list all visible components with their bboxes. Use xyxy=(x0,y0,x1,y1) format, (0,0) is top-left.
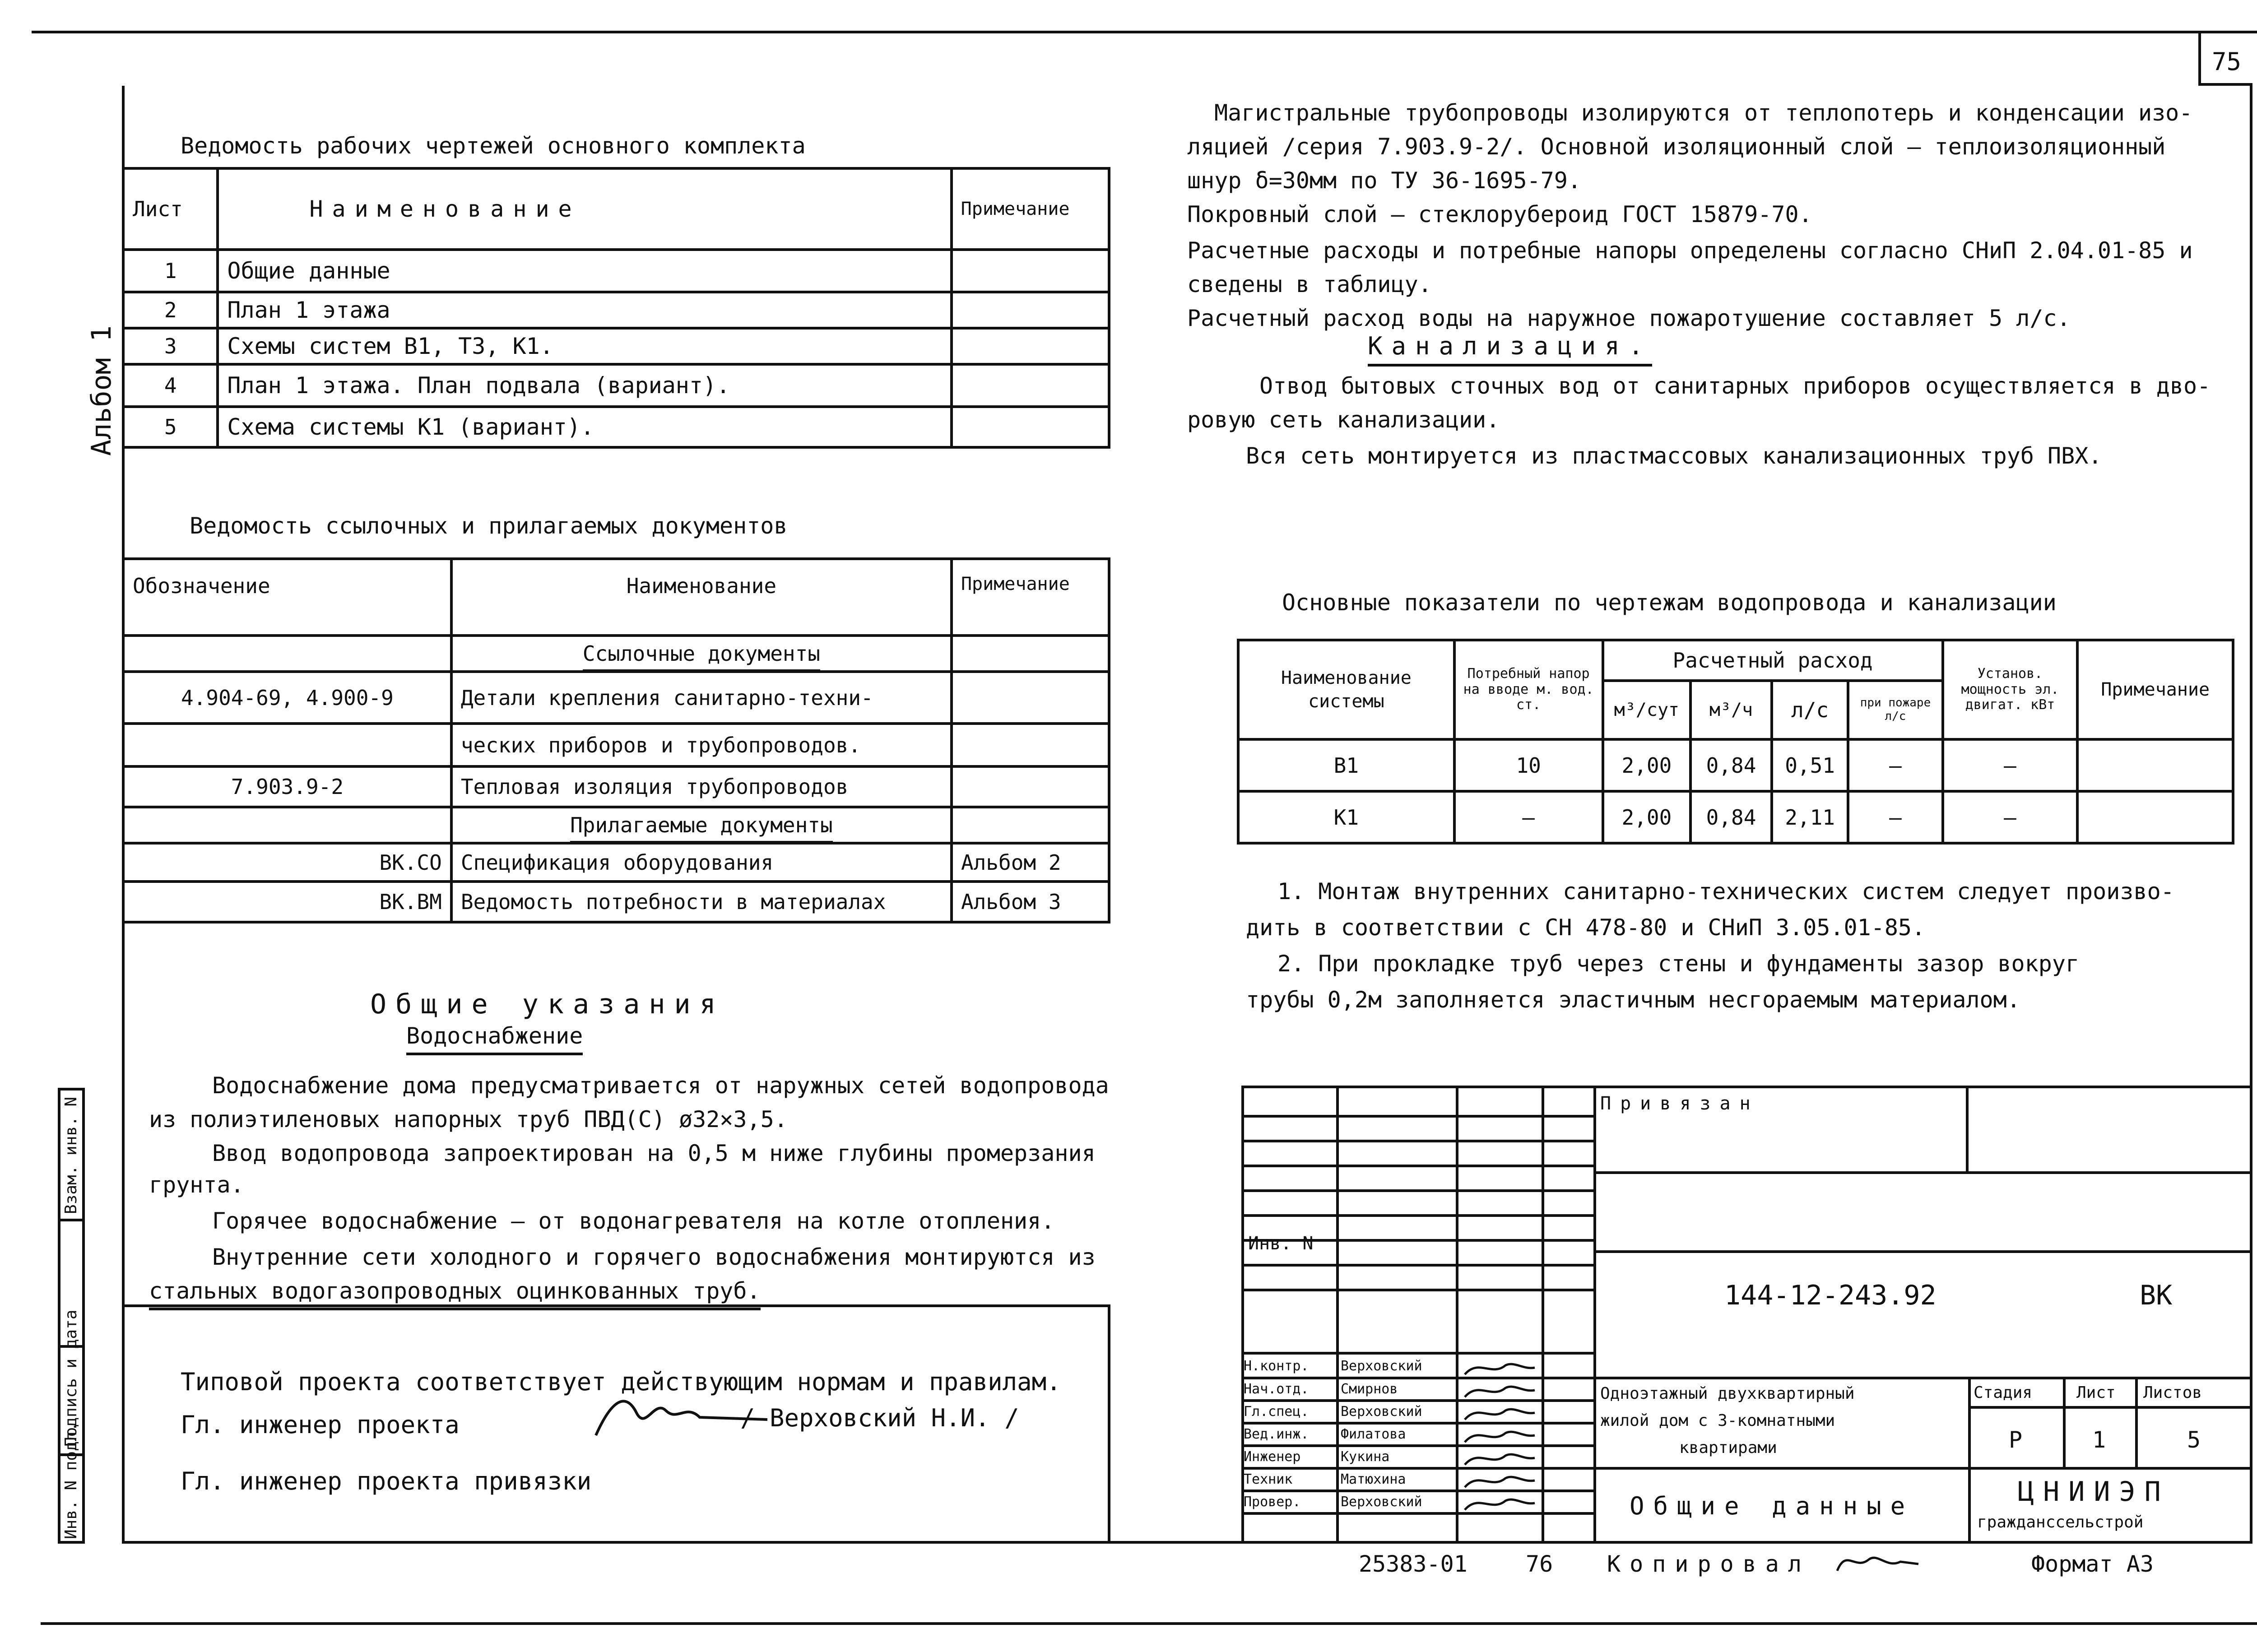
inv-label: Инв. N xyxy=(1248,1233,1314,1254)
role-name: Верховский xyxy=(1341,1404,1422,1420)
side-stamp-inv: Инв. N подл. xyxy=(62,1421,80,1539)
top-rule xyxy=(32,31,2257,33)
indicators-table xyxy=(1237,639,2234,845)
drawings-header-name: Наименование xyxy=(218,168,951,250)
signatures xyxy=(1460,1356,1539,1541)
bottom-left-code: 25383-01 xyxy=(1359,1551,1468,1577)
table-row: К1 — 2,00 0,84 2,11 — — xyxy=(1238,791,2233,843)
sheets-header: Листов xyxy=(2143,1383,2202,1402)
table-row: 7.903.9-2 Тепловая изоляция трубопроводов xyxy=(123,766,1109,807)
chief-engineer-label: Гл. инженер проекта xyxy=(181,1411,460,1439)
sheet-header: Лист xyxy=(2076,1383,2116,1402)
stage-value: Р xyxy=(2009,1427,2023,1453)
org-name: ЦНИИЭП xyxy=(2018,1476,2170,1508)
bottom-rule xyxy=(41,1622,2257,1625)
ind-header-note: Примечание xyxy=(2077,640,2233,739)
role-label: Нач.отд. xyxy=(1244,1381,1309,1397)
sheets-value: 5 xyxy=(2187,1427,2201,1453)
note-line-2: дить в соответствии с СН 478-80 и СНиП 3.05.01-85. xyxy=(1246,914,1926,941)
general-line-7: стальных водогазопроводных оцинкованных труб. xyxy=(149,1278,761,1310)
sheet-value: 1 xyxy=(2092,1427,2106,1453)
general-line-6: Внутренние сети холодного и горячего водоснабжения монтируются из xyxy=(212,1244,1096,1270)
role-name: Смирнов xyxy=(1341,1381,1398,1397)
references-header-code: Обозначение xyxy=(123,559,451,636)
table-row: ческих приборов и трубопроводов. xyxy=(123,724,1109,766)
right-line-4: Покровный слой – стеклорубероид ГОСТ 15879-70. xyxy=(1187,201,1812,227)
table-row: Прилагаемые документы xyxy=(123,807,1109,843)
sewer-line-3: Вся сеть монтируется из пластмассовых канализационных труб ПВХ. xyxy=(1246,443,2102,469)
table-row: ВК.СО Спецификация оборудования Альбом 2 xyxy=(123,843,1109,882)
role-label: Гл.спец. xyxy=(1244,1404,1309,1420)
side-stamp-sign: Подпись и дата xyxy=(62,1309,80,1447)
right-line-2: ляцией /серия 7.903.9-2/. Основной изоляционный слой – теплоизоляционный xyxy=(1187,134,2166,160)
table-row: 1 Общие данные xyxy=(123,250,1109,292)
chief-binding-label: Гл. инженер проекта привязки xyxy=(181,1467,592,1495)
table-row: 5 Схема системы К1 (вариант). xyxy=(123,407,1109,447)
project-code: 144-12-243.92 xyxy=(1724,1280,1937,1311)
bottom-number: 76 xyxy=(1526,1551,1553,1577)
drawings-header-sheet: Лист xyxy=(123,168,218,250)
org-subname: гражданссельстрой xyxy=(1977,1513,2144,1531)
water-supply-title: Водоснабжение xyxy=(406,1023,583,1055)
ind-header-m3d: м³/сут xyxy=(1603,681,1691,739)
ind-header-flow: Расчетный расход xyxy=(1603,640,1943,681)
table-row: 2 План 1 этажа xyxy=(123,292,1109,328)
album-label: Альбом 1 xyxy=(86,325,117,456)
ind-header-power: Установ. мощность эл. двигат. кВт xyxy=(1943,640,2078,739)
stage-header: Стадия xyxy=(1974,1383,2033,1402)
doc-title: Общие данные xyxy=(1630,1492,1914,1520)
role-name: Кукина xyxy=(1341,1449,1390,1465)
table-row: Ссылочные документы xyxy=(123,636,1109,672)
description-line-3: квартирами xyxy=(1679,1439,1777,1457)
table-row: 4.904-69, 4.900-9 Детали крепления санитарно-техни- xyxy=(123,672,1109,724)
note-line-1: 1. Монтаж внутренних санитарно-технических систем следует произво- xyxy=(1277,878,2174,905)
bound-label: Привязан xyxy=(1600,1093,1760,1114)
ind-header-head: Потребный напор на вводе м. вод. ст. xyxy=(1454,640,1603,739)
sewer-line-2: ровую сеть канализации. xyxy=(1187,407,1500,433)
general-line-5: Горячее водоснабжение – от водонагревателя на котле отопления. xyxy=(212,1208,1055,1234)
drawings-list-title: Ведомость рабочих чертежей основного комплекта xyxy=(181,133,806,159)
general-line-4: грунта. xyxy=(149,1172,244,1198)
references-header-note: Примечание xyxy=(952,559,1109,636)
ind-header-name: Наименование системы xyxy=(1238,640,1454,739)
references-table xyxy=(122,557,1110,923)
general-line-3: Ввод водопровода запроектирован на 0,5 м ниже глубины промерзания xyxy=(212,1140,1096,1166)
role-name: Верховский xyxy=(1341,1358,1422,1374)
general-line-1: Водоснабжение дома предусматривается от наружных сетей водопровода xyxy=(212,1072,1109,1099)
role-label: Инженер xyxy=(1244,1449,1301,1465)
right-line-6: сведены в таблицу. xyxy=(1187,271,1432,297)
sewer-line-1: Отвод бытовых сточных вод от санитарных приборов осуществляется в дво- xyxy=(1259,373,2211,399)
role-name: Верховский xyxy=(1341,1494,1422,1510)
format-label: Формат А3 xyxy=(2031,1551,2154,1577)
drawings-table xyxy=(122,167,1110,449)
sewer-title: Канализация. xyxy=(1368,332,1652,367)
role-name: Филатова xyxy=(1341,1426,1406,1442)
indicators-title: Основные показатели по чертежам водопровода и канализации xyxy=(1282,589,2057,616)
table-row: 4 План 1 этажа. План подвала (вариант). xyxy=(123,364,1109,407)
right-line-3: шнур δ=30мм по ТУ 36-1695-79. xyxy=(1187,167,1581,194)
ind-header-ls: л/с xyxy=(1772,681,1848,739)
references-list-title: Ведомость ссылочных и прилагаемых документов xyxy=(190,513,788,539)
table-row: В1 10 2,00 0,84 0,51 — — xyxy=(1238,739,2233,791)
general-line-2: из полиэтиленовых напорных труб ПВД(С) ø32×3,5. xyxy=(149,1106,788,1132)
role-name: Матюхина xyxy=(1341,1471,1406,1487)
role-label: Вед.инж. xyxy=(1244,1426,1309,1442)
right-line-1: Магистральные трубопроводы изолируются от теплопотерь и конденсации изо- xyxy=(1214,100,2193,126)
table-row: 3 Схемы систем В1, Т3, К1. xyxy=(123,328,1109,364)
side-stamp-replace: Взам. инв. N xyxy=(62,1096,80,1214)
references-header-name: Наименование xyxy=(451,559,952,636)
page-number: 75 xyxy=(2212,47,2242,76)
right-line-5: Расчетные расходы и потребные напоры определены согласно СНиП 2.04.01-85 и xyxy=(1187,237,2193,264)
role-label: Техник xyxy=(1244,1471,1293,1487)
table-row: ВК.ВМ Ведомость потребности в материалах Альбом 3 xyxy=(123,882,1109,922)
compliance-statement: Типовой проекта соответствует действующим нормам и правилам. xyxy=(181,1368,1061,1396)
note-line-4: трубы 0,2м заполняется эластичным несгораемым материалом. xyxy=(1246,987,2020,1013)
chief-engineer-name: / Верховский Н.И. / xyxy=(740,1404,1019,1432)
right-line-7: Расчетный расход воды на наружное пожаротушение составляет 5 л/с. xyxy=(1187,305,2071,331)
drawings-header-note: Примечание xyxy=(952,168,1109,250)
note-line-3: 2. При прокладке труб через стены и фундаменты зазор вокруг xyxy=(1277,951,2080,977)
ind-header-m3h: м³/ч xyxy=(1690,681,1772,739)
ind-header-fire: при пожаре л/с xyxy=(1848,681,1942,739)
general-title: Общие указания xyxy=(370,988,725,1020)
copied-signature xyxy=(1833,1544,1923,1580)
description-line-1: Одноэтажный двухквартирный xyxy=(1600,1384,1855,1403)
project-mark: ВК xyxy=(2140,1280,2173,1311)
description-line-2: жилой дом с 3-комнатными xyxy=(1600,1411,1835,1430)
role-label: Провер. xyxy=(1244,1494,1301,1510)
role-label: Н.контр. xyxy=(1244,1358,1309,1374)
copied-label: Копировал xyxy=(1607,1551,1811,1577)
